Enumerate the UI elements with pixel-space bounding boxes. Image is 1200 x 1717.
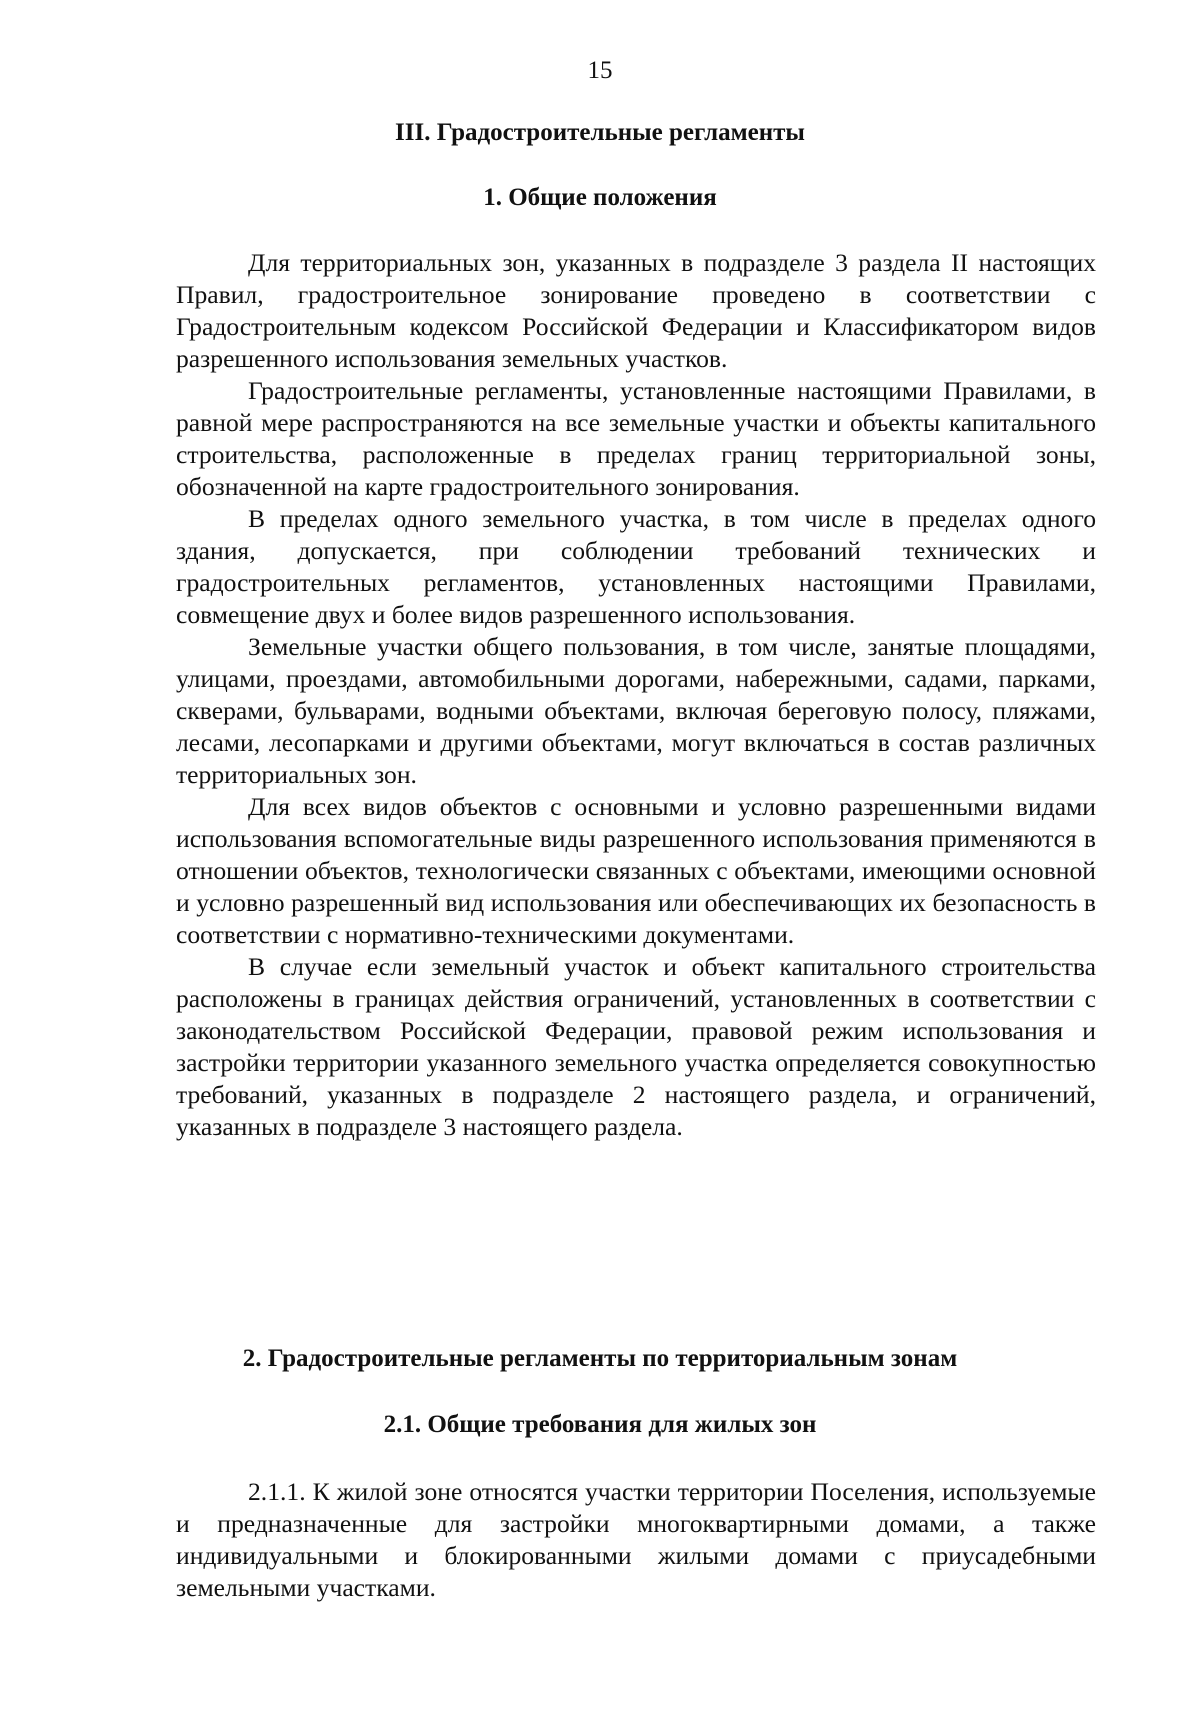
paragraph: 2.1.1. К жилой зоне относятся участки территории Поселения, используемые и предназначенные для застройки многоквартирными домами, а также индивидуальными и блокированными жилыми домами с приусадебными земельными участками.	[176, 1477, 1096, 1602]
subsection-title-residential-zones: 2.1. Общие требования для жилых зон	[383, 1411, 817, 1438]
paragraph: Градостроительные регламенты, установленные настоящими Правилами, в равной мере распространяются на все земельные участки и объекты капитального строительства, расположенные в пределах границ территориальной зоны, обозначенной на карте градостроительного зонирования.	[176, 376, 1096, 501]
general-provisions-body	[176, 247, 1096, 1143]
page-number: 15	[587, 57, 613, 84]
section-title: III. Градостроительные регламенты	[395, 119, 805, 146]
residential-zones-body	[176, 1476, 1096, 1604]
subsection-title-zone-regulations: 2. Градостроительные регламенты по территориальным зонам	[242, 1345, 958, 1372]
paragraph: Земельные участки общего пользования, в том числе, занятые площадями, улицами, проездами, автомобильными дорогами, набережными, садами, парками, скверами, бульварами, водными объектами, включая береговую полосу, пляжами, лесами, лесопарками и другими объектами, могут включаться в состав различных территориальных зон.	[176, 632, 1096, 789]
paragraph: В пределах одного земельного участка, в том числе в пределах одного здания, допускается, при соблюдении требований технических и градостроительных регламентов, установленных настоящими Правилами, совмещение двух и более видов разрешенного использования.	[176, 504, 1096, 629]
subsection-title-general-provisions: 1. Общие положения	[483, 184, 717, 211]
paragraph: В случае если земельный участок и объект капитального строительства расположены в границах действия ограничений, установленных в соответствии с законодательством Российской Федерации, правовой режим использования и застройки территории указанного земельного участка определяется совокупностью требований, указанных в подразделе 2 настоящего раздела, и ограничений, указанных в подразделе 3 настоящего раздела.	[176, 952, 1096, 1141]
paragraph: Для всех видов объектов с основными и условно разрешенными видами использования вспомогательные виды разрешенного использования применяются в отношении объектов, технологически связанных с объектами, имеющими основной и условно разрешенный вид использования или обеспечивающих их безопасность в соответствии с нормативно-техническими документами.	[176, 792, 1096, 949]
paragraph: Для территориальных зон, указанных в подразделе 3 раздела II настоящих Правил, градостроительное зонирование проведено в соответствии с Градостроительным кодексом Российской Федерации и Классификатором видов разрешенного использования земельных участков.	[176, 248, 1096, 373]
